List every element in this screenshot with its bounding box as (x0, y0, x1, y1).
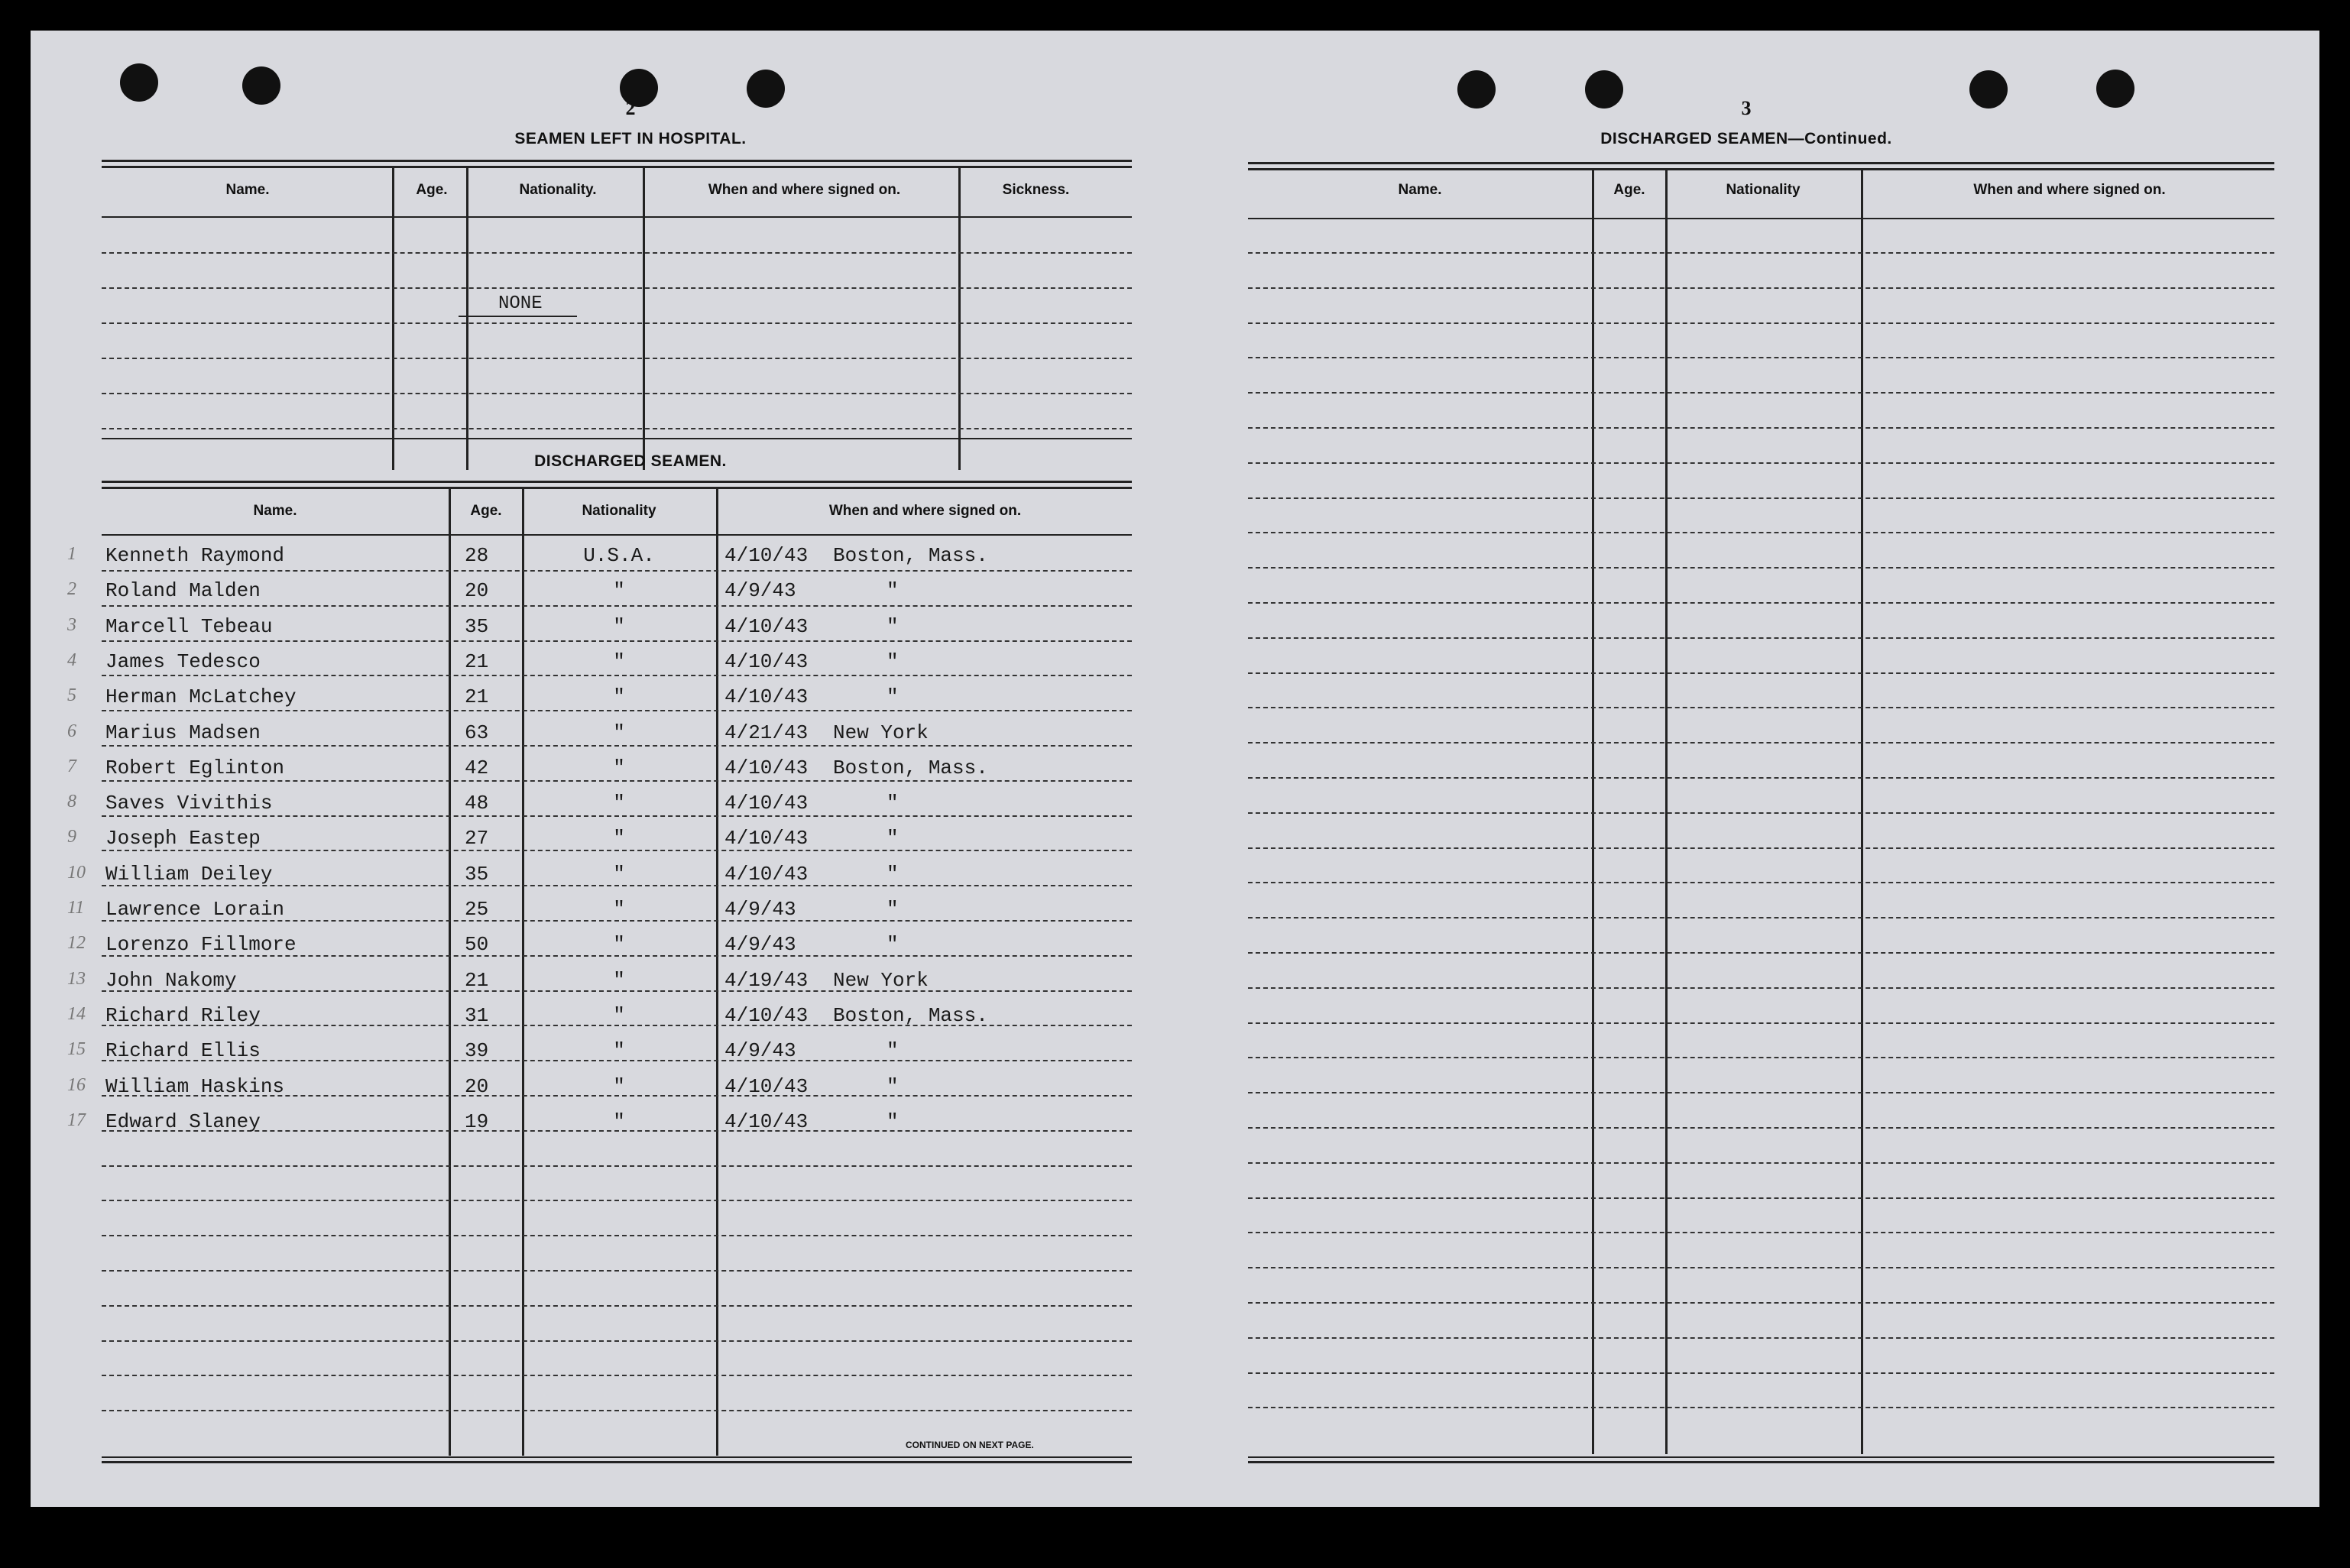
cell-place: " (887, 614, 899, 638)
cell-age: 63 (465, 721, 489, 744)
cell-nationality: " (613, 579, 625, 603)
cell-place: " (887, 1074, 899, 1098)
ruling-line (1248, 357, 2274, 358)
cell-date: 4/21/43 (724, 721, 809, 744)
cell-place: Boston, Mass. (833, 544, 988, 567)
ruling-line (1248, 532, 2274, 533)
right-header-age: Age. (1613, 182, 1645, 198)
cell-age: 20 (465, 1074, 489, 1098)
ruling-line (1248, 917, 2274, 918)
cell-name: William Haskins (105, 1074, 285, 1098)
cell-age: 21 (465, 968, 489, 992)
cell-num: 9 (67, 827, 76, 847)
hospital-top-rule (102, 160, 1132, 162)
hospital-header-signed-on: When and where signed on. (708, 182, 901, 198)
cell-date: 4/10/43 (724, 862, 809, 886)
continued-footer: CONTINUED ON NEXT PAGE. (906, 1440, 1034, 1450)
cell-name: Richard Riley (105, 1003, 261, 1027)
discharged-top-rule (102, 481, 1132, 483)
cell-age: 21 (465, 685, 489, 709)
cell-nationality: " (613, 756, 625, 779)
ruling-line (1248, 777, 2274, 779)
cell-date: 4/9/43 (724, 579, 796, 603)
right-header-signed-on: When and where signed on. (1973, 182, 2166, 198)
discharged-header-name: Name. (253, 503, 297, 519)
table-row (31, 615, 1131, 646)
cell-nationality: " (613, 968, 625, 992)
table-row (31, 1075, 1131, 1106)
cell-date: 4/10/43 (724, 544, 809, 567)
ruling-line (1248, 252, 2274, 254)
cell-date: 4/10/43 (724, 792, 809, 815)
ruling-line (102, 322, 1132, 324)
cell-num: 6 (67, 721, 76, 741)
cell-name: Edward Slaney (105, 1110, 261, 1133)
ruling-line (102, 1235, 1132, 1236)
cell-name: Marcell Tebeau (105, 614, 273, 638)
ruling-line (1248, 672, 2274, 674)
cell-nationality: " (613, 898, 625, 921)
table-row (31, 579, 1131, 610)
right-bottom-rule (1248, 1456, 2274, 1458)
table-row (31, 969, 1131, 999)
cell-num: 4 (67, 650, 76, 670)
right-header-rule (1248, 218, 2274, 219)
ruling-line (1248, 1197, 2274, 1199)
ruling-line (102, 428, 1132, 429)
hospital-top-rule (102, 166, 1132, 168)
cell-num: 13 (67, 968, 86, 989)
cell-place: " (887, 933, 899, 957)
cell-date: 4/10/43 (724, 756, 809, 779)
cell-name: James Tedesco (105, 650, 261, 673)
cell-name: Lorenzo Fillmore (105, 933, 297, 957)
ruling-line (1248, 1407, 2274, 1408)
cell-date: 4/10/43 (724, 1074, 809, 1098)
ruling-line (102, 393, 1132, 394)
right-header-name: Name. (1398, 182, 1442, 198)
cell-num: 7 (67, 756, 76, 776)
hospital-col-divider (392, 168, 394, 470)
table-row (31, 1039, 1131, 1070)
cell-num: 16 (67, 1074, 86, 1095)
ruling-line (1248, 602, 2274, 604)
cell-num: 10 (67, 862, 86, 883)
cell-date: 4/10/43 (724, 650, 809, 673)
punch-hole (2096, 70, 2134, 108)
right-bottom-rule (1248, 1461, 2274, 1463)
cell-name: Roland Malden (105, 579, 261, 603)
ruling-line (1248, 707, 2274, 708)
hospital-header-sickness: Sickness. (1002, 182, 1070, 198)
ruling-line (1248, 952, 2274, 954)
cell-age: 50 (465, 933, 489, 957)
cell-nationality: " (613, 650, 625, 673)
cell-date: 4/10/43 (724, 827, 809, 850)
table-row (31, 650, 1131, 681)
ruling-line (1248, 1302, 2274, 1304)
ruling-line (102, 358, 1132, 359)
cell-place: " (887, 1110, 899, 1133)
table-row (31, 1004, 1131, 1035)
punch-hole (242, 66, 280, 105)
ruling-line (102, 1410, 1132, 1411)
cell-nationality: U.S.A. (583, 544, 655, 567)
cell-age: 27 (465, 827, 489, 850)
ruling-line (1248, 847, 2274, 849)
cell-num: 3 (67, 614, 76, 635)
hospital-header-age: Age. (416, 182, 448, 198)
ruling-line (102, 1200, 1132, 1201)
ruling-line (1248, 1372, 2274, 1374)
cell-name: Lawrence Lorain (105, 898, 285, 921)
cell-nationality: " (613, 827, 625, 850)
table-row (31, 544, 1131, 575)
table-row (31, 933, 1131, 964)
cell-name: William Deiley (105, 862, 273, 886)
none-underline (459, 316, 577, 317)
ruling-line (1248, 1127, 2274, 1129)
ruling-line (1248, 987, 2274, 989)
ruling-line (1248, 882, 2274, 883)
hospital-none-entry: NONE (498, 293, 543, 314)
discharged-header-signed-on: When and where signed on. (828, 503, 1022, 519)
discharged-bottom-rule (102, 1461, 1132, 1463)
cell-num: 11 (67, 898, 85, 918)
ruling-line (1248, 1092, 2274, 1093)
table-row (31, 756, 1131, 787)
cell-date: 4/9/43 (724, 898, 796, 921)
hospital-header-name: Name. (225, 182, 270, 198)
cell-num: 15 (67, 1039, 86, 1060)
cell-name: Marius Madsen (105, 721, 261, 744)
table-row (31, 898, 1131, 928)
punch-hole (1585, 70, 1623, 109)
cell-place: Boston, Mass. (833, 1003, 988, 1027)
cell-place: New York (833, 721, 929, 744)
cell-num: 1 (67, 544, 76, 564)
discharged-top-rule (102, 487, 1132, 489)
right-page-number: 3 (1741, 97, 1752, 119)
hospital-col-divider (466, 168, 468, 470)
table-row (31, 685, 1131, 716)
cell-name: Robert Eglinton (105, 756, 285, 779)
ruling-line (102, 1270, 1132, 1272)
ruling-line (1248, 497, 2274, 499)
ruling-line (1248, 812, 2274, 814)
table-row (31, 1110, 1131, 1141)
cell-place: " (887, 827, 899, 850)
ruling-line (1248, 1057, 2274, 1058)
cell-nationality: " (613, 933, 625, 957)
cell-num: 5 (67, 685, 76, 706)
cell-num: 17 (67, 1110, 86, 1130)
punch-hole (1969, 70, 2008, 109)
hospital-col-divider (643, 168, 645, 470)
hospital-section-title: SEAMEN LEFT IN HOSPITAL. (514, 130, 747, 147)
discharged-header-rule (102, 534, 1132, 536)
table-row (31, 827, 1131, 857)
ruling-line (1248, 322, 2274, 324)
cell-name: Saves Vivithis (105, 792, 273, 815)
discharged-bottom-rule (102, 1456, 1132, 1458)
cell-nationality: " (613, 1110, 625, 1133)
cell-nationality: " (613, 1074, 625, 1098)
cell-date: 4/9/43 (724, 933, 796, 957)
right-section-title: DISCHARGED SEAMEN—Continued. (1600, 130, 1892, 147)
cell-name: John Nakomy (105, 968, 237, 992)
cell-num: 14 (67, 1003, 86, 1024)
cell-age: 20 (465, 579, 489, 603)
cell-place: Boston, Mass. (833, 756, 988, 779)
ruling-line (1248, 1337, 2274, 1339)
cell-date: 4/19/43 (724, 968, 809, 992)
document-sheet (31, 31, 2319, 1507)
cell-age: 19 (465, 1110, 489, 1133)
cell-date: 4/10/43 (724, 685, 809, 709)
left-page-number: 2 (625, 97, 636, 119)
cell-nationality: " (613, 685, 625, 709)
cell-date: 4/10/43 (724, 614, 809, 638)
ruling-line (102, 287, 1132, 289)
cell-age: 42 (465, 756, 489, 779)
ruling-line (1248, 567, 2274, 569)
cell-nationality: " (613, 1003, 625, 1027)
hospital-header-rule (102, 216, 1132, 218)
cell-date: 4/10/43 (724, 1110, 809, 1133)
right-top-rule (1248, 168, 2274, 170)
cell-nationality: " (613, 862, 625, 886)
punch-hole (120, 63, 158, 102)
ruling-line (102, 1375, 1132, 1376)
ruling-line (1248, 1022, 2274, 1024)
cell-age: 25 (465, 898, 489, 921)
ruling-line (1248, 742, 2274, 744)
hospital-col-divider (958, 168, 961, 470)
ruling-line (1248, 462, 2274, 464)
discharged-header-nationality: Nationality (582, 503, 656, 519)
cell-age: 35 (465, 614, 489, 638)
ruling-line (102, 1305, 1132, 1307)
cell-age: 48 (465, 792, 489, 815)
cell-nationality: " (613, 614, 625, 638)
right-header-nationality: Nationality (1726, 182, 1801, 198)
ruling-line (1248, 637, 2274, 639)
cell-place: " (887, 650, 899, 673)
discharged-header-age: Age. (470, 503, 502, 519)
cell-age: 21 (465, 650, 489, 673)
ruling-line (1248, 392, 2274, 394)
discharged-section-title: DISCHARGED SEAMEN. (534, 452, 727, 470)
cell-place: New York (833, 968, 929, 992)
cell-num: 2 (67, 579, 76, 600)
ruling-line (102, 1165, 1132, 1167)
ruling-line (1248, 1267, 2274, 1268)
table-row (31, 792, 1131, 822)
cell-nationality: " (613, 721, 625, 744)
right-top-rule (1248, 162, 2274, 164)
cell-age: 39 (465, 1039, 489, 1063)
hospital-bottom-rule (102, 438, 1132, 439)
cell-num: 12 (67, 933, 86, 954)
punch-hole (747, 70, 785, 108)
cell-place: " (887, 1039, 899, 1063)
cell-name: Herman McLatchey (105, 685, 297, 709)
ruling-line (1248, 427, 2274, 429)
cell-place: " (887, 898, 899, 921)
table-row (31, 863, 1131, 893)
punch-hole (1457, 70, 1496, 109)
ruling-line (1248, 1232, 2274, 1233)
cell-age: 35 (465, 862, 489, 886)
cell-nationality: " (613, 792, 625, 815)
cell-age: 28 (465, 544, 489, 567)
cell-age: 31 (465, 1003, 489, 1027)
ruling-line (1248, 287, 2274, 289)
ruling-line (102, 252, 1132, 254)
cell-date: 4/10/43 (724, 1003, 809, 1027)
ruling-line (102, 1340, 1132, 1342)
cell-name: Kenneth Raymond (105, 544, 285, 567)
ruling-line (1248, 1162, 2274, 1164)
cell-name: Joseph Eastep (105, 827, 261, 850)
cell-place: " (887, 862, 899, 886)
cell-name: Richard Ellis (105, 1039, 261, 1063)
cell-date: 4/9/43 (724, 1039, 796, 1063)
cell-num: 8 (67, 792, 76, 812)
hospital-header-nationality: Nationality. (519, 182, 597, 198)
cell-nationality: " (613, 1039, 625, 1063)
table-row (31, 721, 1131, 752)
cell-place: " (887, 579, 899, 603)
cell-place: " (887, 792, 899, 815)
cell-place: " (887, 685, 899, 709)
